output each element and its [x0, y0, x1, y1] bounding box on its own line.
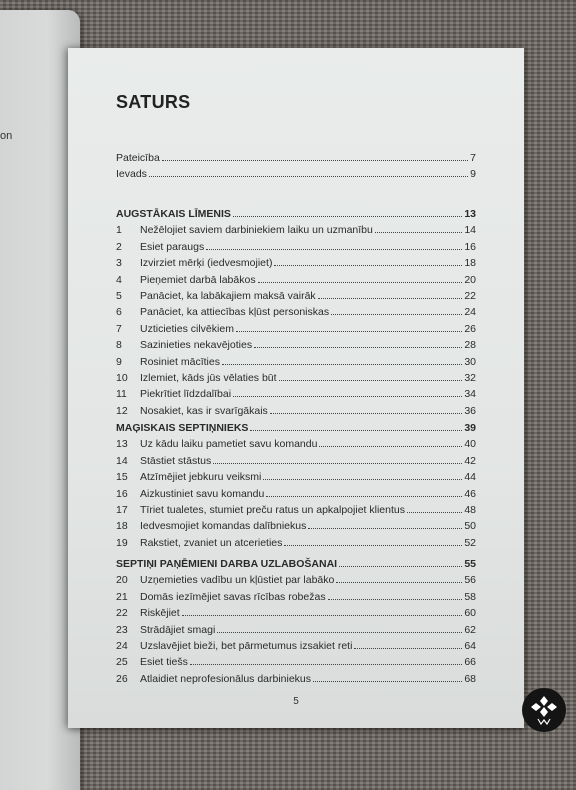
toc-item-number: 16 — [116, 487, 128, 500]
toc-item-number: 12 — [116, 404, 128, 417]
toc-item-label: Izvirziet mērķi (iedvesmojiet) — [140, 257, 273, 270]
toc-entry — [116, 222, 476, 236]
toc-item-number: 24 — [116, 640, 128, 652]
dotted-leader — [149, 176, 468, 177]
toc-item-number: 23 — [116, 623, 128, 636]
toc-item-number: 8 — [116, 339, 122, 352]
dotted-leader — [308, 528, 462, 529]
left-page-text-fragment: on — [0, 130, 13, 142]
toc-page-number: 28 — [464, 339, 476, 352]
dotted-leader — [250, 430, 462, 431]
dotted-leader — [339, 566, 462, 567]
toc-page-number: 64 — [464, 640, 476, 652]
toc-item-number: 13 — [116, 438, 128, 451]
toc-section-heading — [116, 420, 476, 434]
toc-entry — [116, 572, 476, 586]
toc-item-label: Esiet paraugs — [140, 240, 205, 253]
toc-entry — [116, 255, 476, 269]
toc-item-label: Uzņemieties vadību un kļūstiet par labāko — [140, 574, 335, 587]
toc-entry — [116, 502, 476, 516]
toc-entry — [116, 589, 476, 603]
dotted-leader — [182, 615, 463, 616]
toc-item-label: Panāciet, ka attiecības kļūst personiskas — [140, 306, 330, 319]
toc-entry — [116, 469, 476, 483]
toc-item-label: Strādājiet smagi — [140, 623, 216, 636]
toc-item-label: Pateicība — [116, 152, 160, 164]
toc-item-label: Rosiniet mācīties — [140, 355, 220, 368]
dotted-leader — [284, 545, 462, 546]
dotted-leader — [313, 681, 462, 682]
toc-section-title: AUGSTĀKAIS LĪMENIS — [116, 208, 231, 220]
toc-page-number: 44 — [464, 471, 476, 484]
toc-item-number: 1 — [116, 224, 122, 237]
toc-page-number: 58 — [464, 590, 476, 603]
toc-item-number: 15 — [116, 471, 128, 484]
dotted-leader — [336, 582, 462, 583]
toc-item-label: Riskējiet — [140, 607, 180, 620]
toc-entry — [116, 239, 476, 253]
toc-page-number: 22 — [464, 290, 476, 302]
toc-page-number: 24 — [464, 306, 476, 319]
dotted-leader — [162, 160, 468, 161]
toc-item-number: 19 — [116, 536, 128, 549]
toc-intro-entry — [116, 166, 476, 180]
toc-section-title: MAĢISKAIS SEPTIŅNIEKS — [116, 422, 249, 434]
dotted-leader — [206, 249, 462, 250]
toc-entry — [116, 370, 476, 384]
toc-page-number: 36 — [464, 404, 476, 417]
dotted-leader — [279, 380, 463, 381]
dotted-leader — [233, 216, 462, 217]
toc-item-number: 18 — [116, 520, 128, 533]
toc-item-number: 5 — [116, 290, 122, 302]
toc-page-number: 30 — [464, 355, 476, 368]
watermark-logo — [522, 688, 566, 732]
toc-item-label: Uzslavējiet bieži, bet pārmetumus izsakiet reti — [140, 640, 353, 652]
dotted-leader — [274, 265, 462, 266]
toc-entry — [116, 518, 476, 532]
page-number: 5 — [293, 696, 299, 707]
toc-item-number: 20 — [116, 574, 128, 587]
toc-page-number: 62 — [464, 623, 476, 636]
dotted-leader — [236, 331, 462, 332]
toc-page-number: 68 — [464, 672, 476, 685]
toc-item-number: 2 — [116, 240, 122, 253]
toc-page-number: 52 — [464, 536, 476, 549]
toc-entry — [116, 337, 476, 351]
toc-item-label: Esiet tiešs — [140, 656, 188, 669]
toc-page-number: 32 — [464, 372, 476, 384]
toc-item-label: Tīriet tualetes, stumiet preču ratus un apkalpojiet klientus — [140, 504, 405, 516]
dotted-leader — [254, 347, 462, 348]
toc-page-number: 16 — [464, 240, 476, 253]
toc-page-number: 20 — [464, 273, 476, 286]
toc-item-number: 7 — [116, 322, 122, 335]
toc-entry — [116, 638, 476, 652]
dotted-leader — [213, 463, 462, 464]
toc-entry — [116, 453, 476, 467]
toc-page-number: 7 — [470, 152, 476, 164]
dotted-leader — [217, 632, 462, 633]
toc-section-heading — [116, 556, 476, 570]
toc-entry — [116, 403, 476, 417]
toc-page-number: 66 — [464, 656, 476, 669]
dotted-leader — [375, 232, 462, 233]
toc-item-label: Pieņemiet darbā labākos — [140, 273, 256, 286]
toc-item-label: Piekrītiet līdzdalībai — [140, 388, 232, 401]
toc-entry — [116, 304, 476, 318]
toc-item-number: 17 — [116, 504, 128, 516]
dotted-leader — [263, 479, 462, 480]
toc-item-number: 14 — [116, 454, 128, 467]
toc-item-label: Rakstiet, zvaniet un atcerieties — [140, 536, 283, 549]
toc-page-number: 26 — [464, 322, 476, 335]
toc-page-number: 42 — [464, 454, 476, 467]
toc-item-number: 6 — [116, 306, 122, 319]
toc-page-number: 14 — [464, 224, 476, 237]
toc-item-number: 21 — [116, 590, 128, 603]
toc-item-label: Iedvesmojiet komandas dalībniekus — [140, 520, 307, 533]
toc-entry — [116, 272, 476, 286]
toc-item-number: 25 — [116, 656, 128, 669]
toc-item-label: Uz kādu laiku pametiet savu komandu — [140, 438, 318, 451]
dotted-leader — [266, 496, 462, 497]
toc-entry — [116, 535, 476, 549]
toc-item-number: 26 — [116, 672, 128, 685]
toc-entry — [116, 654, 476, 668]
toc-item-label: Stāstiet stāstus — [140, 454, 212, 467]
toc-item-number: 3 — [116, 257, 122, 270]
toc-page — [68, 48, 524, 728]
toc-entry — [116, 486, 476, 500]
toc-item-label: Aizkustiniet savu komandu — [140, 487, 265, 500]
toc-entry — [116, 436, 476, 450]
toc-section-heading — [116, 206, 476, 220]
toc-entry — [116, 605, 476, 619]
toc-page-number: 56 — [464, 574, 476, 587]
toc-item-label: Nosakiet, kas ir svarīgākais — [140, 404, 268, 417]
dotted-leader — [319, 446, 462, 447]
toc-section-title: SEPTIŅI PAŅĒMIENI DARBA UZLABOŠANAI — [116, 558, 338, 570]
toc-item-label: Nežēlojiet saviem darbiniekiem laiku un uzmanību — [140, 224, 373, 237]
toc-page-number: 48 — [464, 504, 476, 516]
dotted-leader — [270, 413, 463, 414]
toc-intro-entry — [116, 150, 476, 164]
toc-page-number: 9 — [470, 168, 476, 180]
dotted-leader — [331, 314, 462, 315]
toc-page-number: 46 — [464, 487, 476, 500]
dotted-leader — [190, 664, 462, 665]
dotted-leader — [318, 298, 463, 299]
diamond-flower-icon — [531, 695, 557, 725]
dotted-leader — [233, 396, 462, 397]
dotted-leader — [328, 599, 463, 600]
toc-item-number: 22 — [116, 607, 128, 620]
toc-page-number: 40 — [464, 438, 476, 451]
toc-page-number: 34 — [464, 388, 476, 401]
toc-page-number: 50 — [464, 520, 476, 533]
toc-item-number: 9 — [116, 355, 122, 368]
dotted-leader — [407, 512, 462, 513]
toc-page-number: 60 — [464, 607, 476, 620]
toc-item-label: Domās iezīmējiet savas rīcības robežas — [140, 590, 326, 603]
toc-item-label: Ievads — [116, 168, 147, 180]
dotted-leader — [222, 364, 462, 365]
toc-item-label: Sazinieties nekavējoties — [140, 339, 253, 352]
dotted-leader — [258, 282, 463, 283]
toc-entry — [116, 354, 476, 368]
page-title: SATURS — [116, 92, 191, 112]
toc-page-number: 13 — [464, 208, 476, 220]
toc-item-label: Panāciet, ka labākajiem maksā vairāk — [140, 290, 316, 302]
toc-entry — [116, 622, 476, 636]
toc-page-number: 55 — [464, 558, 476, 570]
toc-page-number: 39 — [464, 422, 476, 434]
toc-item-label: Uzticieties cilvēkiem — [140, 322, 234, 335]
toc-entry — [116, 288, 476, 302]
toc-item-number: 4 — [116, 273, 122, 286]
toc-item-label: Atlaidiet neprofesionālus darbiniekus — [140, 672, 312, 685]
toc-item-number: 11 — [116, 388, 127, 401]
toc-item-label: Izlemiet, kāds jūs vēlaties būt — [140, 372, 277, 384]
toc-entry — [116, 321, 476, 335]
toc-page-number: 18 — [464, 257, 476, 270]
toc-item-number: 10 — [116, 372, 128, 384]
toc-entry — [116, 386, 476, 400]
toc-item-label: Atzīmējiet jebkuru veiksmi — [140, 471, 262, 484]
dotted-leader — [354, 648, 462, 649]
toc-entry — [116, 671, 476, 685]
